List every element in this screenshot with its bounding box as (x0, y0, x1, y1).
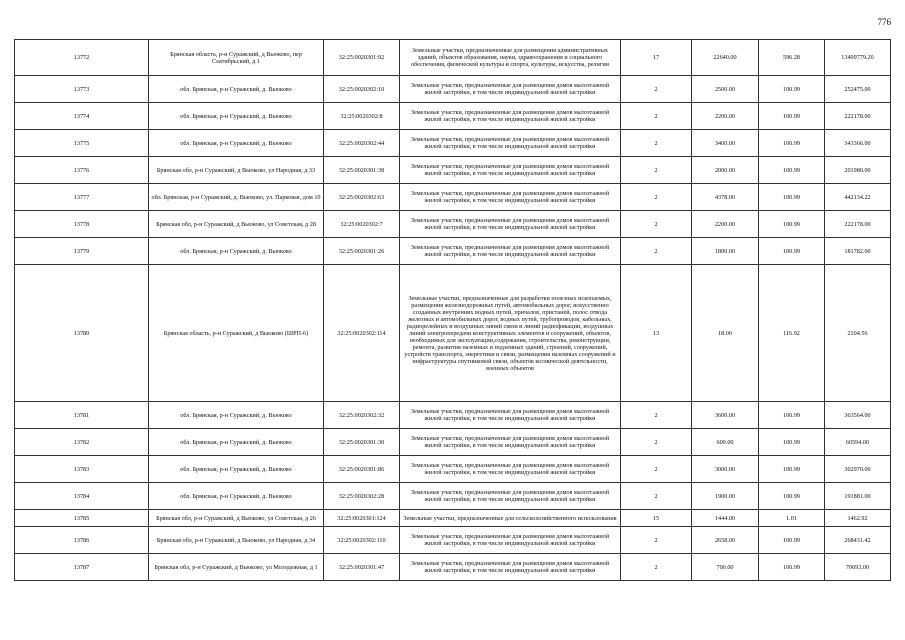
address-cell: обл. Брянская, р-н Суражский, д. Вьюково (149, 483, 324, 510)
specific-value-cell: 116.92 (759, 265, 825, 402)
address-cell: Брянская обл, р-н Суражский, д Вьюково, ул Советская, д 26 (149, 510, 324, 527)
specific-value-cell: 100.99 (759, 554, 825, 581)
group-code-cell: 2 (621, 184, 692, 211)
land-use-description-cell: Земельные участки, предназначенные для размещения домов малоэтажной жилой застройки, в том числе индивидуальной жилой застройки (400, 429, 621, 456)
specific-value-cell: 100.99 (759, 130, 825, 157)
row-id-cell: 13777 (15, 184, 149, 211)
land-use-description-cell: Земельные участки, предназначенные для размещения домов малоэтажной жилой застройки, в том числе индивидуальной жилой застройки (400, 184, 621, 211)
cadastral-value-cell: 343366.00 (825, 130, 891, 157)
group-code-cell: 2 (621, 157, 692, 184)
row-id-cell: 13774 (15, 103, 149, 130)
cadastral-value-table (14, 39, 891, 581)
address-cell: обл. Брянская, р-н Суражский, д. Вьюково (149, 456, 324, 483)
row-id-cell: 13783 (15, 456, 149, 483)
row-id-cell: 13786 (15, 527, 149, 554)
cadastral-number-cell: 32:25:0020302:7 (324, 211, 400, 238)
cadastral-number-cell: 32:25:0020301:47 (324, 554, 400, 581)
table-row (15, 483, 891, 510)
land-use-description-cell: Земельные участки, предназначенные для размещения домов малоэтажной жилой застройки, в том числе индивидуальной жилой застройки (400, 76, 621, 103)
area-cell: 4378.00 (692, 184, 759, 211)
cadastral-number-cell: 32:25:0020302:63 (324, 184, 400, 211)
specific-value-cell: 100.99 (759, 429, 825, 456)
area-cell: 2500.00 (692, 76, 759, 103)
cadastral-value-cell: 302970.00 (825, 456, 891, 483)
land-use-description-cell: Земельные участки, предназначенные для размещения домов малоэтажной жилой застройки, в том числе индивидуальной жилой застройки (400, 456, 621, 483)
table-row (15, 265, 891, 402)
table-row (15, 402, 891, 429)
specific-value-cell: 596.28 (759, 40, 825, 76)
cadastral-value-cell: 252475.00 (825, 76, 891, 103)
group-code-cell: 13 (621, 265, 692, 402)
area-cell: 2000.00 (692, 157, 759, 184)
specific-value-cell: 100.99 (759, 483, 825, 510)
group-code-cell: 2 (621, 527, 692, 554)
area-cell: 3600.00 (692, 402, 759, 429)
cadastral-value-cell: 442134.22 (825, 184, 891, 211)
specific-value-cell: 100.99 (759, 238, 825, 265)
specific-value-cell: 100.99 (759, 456, 825, 483)
table-row (15, 510, 891, 527)
area-cell: 22640.00 (692, 40, 759, 76)
row-id-cell: 13784 (15, 483, 149, 510)
land-use-description-cell: Земельные участки, предназначенные для размещения домов малоэтажной жилой застройки, в том числе индивидуальной жилой застройки (400, 211, 621, 238)
group-code-cell: 2 (621, 130, 692, 157)
land-use-description-cell: Земельные участки, предназначенные для размещения домов малоэтажной жилой застройки, в том числе индивидуальной жилой застройки (400, 554, 621, 581)
area-cell: 1900.00 (692, 483, 759, 510)
table-row (15, 527, 891, 554)
area-cell: 700.00 (692, 554, 759, 581)
row-id-cell: 13778 (15, 211, 149, 238)
table-row (15, 238, 891, 265)
land-use-description-cell: Земельные участки, предназначенные для размещения домов малоэтажной жилой застройки, в том числе индивидуальной жилой застройки (400, 238, 621, 265)
address-cell: Брянская область, р-н Суражский, д Вьюково (ШРП-6) (149, 265, 324, 402)
row-id-cell: 13773 (15, 76, 149, 103)
group-code-cell: 2 (621, 429, 692, 456)
land-use-description-cell: Земельные участки, предназначенные для размещения домов малоэтажной жилой застройки, в том числе индивидуальной жилой застройки (400, 130, 621, 157)
table-body (15, 40, 891, 581)
cadastral-value-cell: 181782.00 (825, 238, 891, 265)
cadastral-number-cell: 32:25:0020301:124 (324, 510, 400, 527)
land-use-description-cell: Земельные участки, предназначенные для размещения домов малоэтажной жилой застройки, в том числе индивидуальной жилой застройки (400, 103, 621, 130)
cadastral-value-cell: 2104.56 (825, 265, 891, 402)
cadastral-number-cell: 32:25:0020301:92 (324, 40, 400, 76)
row-id-cell: 13775 (15, 130, 149, 157)
address-cell: обл. Брянская, р-н Суражский, д. Вьюково (149, 238, 324, 265)
cadastral-number-cell: 32:25:0020301:26 (324, 238, 400, 265)
cadastral-value-cell: 363564.00 (825, 402, 891, 429)
row-id-cell: 13776 (15, 157, 149, 184)
address-cell: обл. Брянская, р-н Суражский, д. Вьюково (149, 76, 324, 103)
cadastral-number-cell: 32:25:0020302:10 (324, 76, 400, 103)
address-cell: обл. Брянская, р-н Суражский, д. Вьюково (149, 429, 324, 456)
table-row (15, 130, 891, 157)
specific-value-cell: 100.99 (759, 76, 825, 103)
group-code-cell: 2 (621, 554, 692, 581)
group-code-cell: 2 (621, 483, 692, 510)
row-id-cell: 13787 (15, 554, 149, 581)
group-code-cell: 17 (621, 40, 692, 76)
address-cell: Брянская область, р-н Суражский, д Вьюково, пер Сеатибрьский, д 1 (149, 40, 324, 76)
cadastral-number-cell: 32:25:0020302:32 (324, 402, 400, 429)
cadastral-value-cell: 222178.00 (825, 211, 891, 238)
group-code-cell: 2 (621, 76, 692, 103)
cadastral-number-cell: 32:25:0020301:38 (324, 157, 400, 184)
cadastral-number-cell: 32:25:0020301:86 (324, 456, 400, 483)
area-cell: 3400.00 (692, 130, 759, 157)
row-id-cell: 13779 (15, 238, 149, 265)
address-cell: Брянская обл, р-н Суражский, д Вьюково, ул Народная, д 33 (149, 157, 324, 184)
row-id-cell: 13780 (15, 265, 149, 402)
specific-value-cell: 100.99 (759, 184, 825, 211)
address-cell: Брянская обл, р-н Суражский, д Вьюково, ул Молодежная, д 1 (149, 554, 324, 581)
area-cell: 2200.00 (692, 211, 759, 238)
address-cell: обл. Брянская, р-н Суражский, д. Вьюково, ул. Парковая, дом 10 (149, 184, 324, 211)
group-code-cell: 2 (621, 402, 692, 429)
row-id-cell: 13785 (15, 510, 149, 527)
land-use-description-cell: Земельные участки, предназначенные для размещения домов малоэтажной жилой застройки, в том числе индивидуальной жилой застройки (400, 483, 621, 510)
cadastral-value-cell: 13499779.20 (825, 40, 891, 76)
specific-value-cell: 100.99 (759, 402, 825, 429)
cadastral-value-cell: 60594.00 (825, 429, 891, 456)
cadastral-number-cell: 32:25:0020302:8 (324, 103, 400, 130)
cadastral-value-cell: 222178.00 (825, 103, 891, 130)
area-cell: 600.00 (692, 429, 759, 456)
table-row (15, 103, 891, 130)
specific-value-cell: 100.99 (759, 211, 825, 238)
group-code-cell: 2 (621, 238, 692, 265)
cadastral-value-cell: 1462.92 (825, 510, 891, 527)
land-use-description-cell: Земельные участки, предназначенные для размещения домов малоэтажной жилой застройки, в том числе индивидуальной жилой застройки (400, 402, 621, 429)
group-code-cell: 2 (621, 211, 692, 238)
table-row (15, 157, 891, 184)
specific-value-cell: 100.99 (759, 103, 825, 130)
table-row (15, 40, 891, 76)
area-cell: 18.00 (692, 265, 759, 402)
cadastral-value-cell: 201980.00 (825, 157, 891, 184)
specific-value-cell: 1.01 (759, 510, 825, 527)
area-cell: 3000.00 (692, 456, 759, 483)
cadastral-number-cell: 32:25:0020301:30 (324, 429, 400, 456)
cadastral-value-cell: 268431.42 (825, 527, 891, 554)
row-id-cell: 13781 (15, 402, 149, 429)
page-number: 776 (877, 17, 891, 27)
row-id-cell: 13782 (15, 429, 149, 456)
address-cell: обл. Брянская, р-н Суражский, д. Вьюково (149, 130, 324, 157)
area-cell: 1444.00 (692, 510, 759, 527)
land-use-description-cell: Земельные участки, предназначенные для размещения домов малоэтажной жилой застройки, в том числе индивидуальной жилой застройки (400, 157, 621, 184)
table-row (15, 554, 891, 581)
table-row (15, 429, 891, 456)
cadastral-number-cell: 32:25:0020302:110 (324, 527, 400, 554)
land-use-description-cell: Земельные участки, предназначенные для сельскохозяйственного использования (400, 510, 621, 527)
table-row (15, 456, 891, 483)
group-code-cell: 2 (621, 456, 692, 483)
address-cell: обл. Брянская, р-н Суражский, д. Вьюково (149, 402, 324, 429)
specific-value-cell: 100.99 (759, 157, 825, 184)
cadastral-number-cell: 32:25:0020302:44 (324, 130, 400, 157)
area-cell: 2658.00 (692, 527, 759, 554)
area-cell: 2200.00 (692, 103, 759, 130)
cadastral-value-cell: 191881.00 (825, 483, 891, 510)
table-row (15, 76, 891, 103)
cadastral-value-cell: 70693.00 (825, 554, 891, 581)
address-cell: Брянская обл, р-н Суражский, д Вьюково, ул Народная, д 34 (149, 527, 324, 554)
table-row (15, 211, 891, 238)
area-cell: 1800.00 (692, 238, 759, 265)
address-cell: Брянская обл, р-н Суражский, д Вьюково, ул Советская, д 28 (149, 211, 324, 238)
group-code-cell: 2 (621, 103, 692, 130)
table-row (15, 184, 891, 211)
land-use-description-cell: Земельные участки, предназначенные для размещения домов малоэтажной жилой застройки, в том числе индивидуальной жилой застройки (400, 527, 621, 554)
row-id-cell: 13772 (15, 40, 149, 76)
land-use-description-cell: Земельные участки, предназначенные для размещения административных зданий, объектов образования, науки, здравоохранения и социального обеспечения, физической культуры и спорта, культуры, искусства, религии (400, 40, 621, 76)
specific-value-cell: 100.99 (759, 527, 825, 554)
group-code-cell: 15 (621, 510, 692, 527)
address-cell: обл. Брянская, р-н Суражский, д. Вьюково (149, 103, 324, 130)
cadastral-number-cell: 32:25:0020302:28 (324, 483, 400, 510)
land-use-description-cell: Земельные участки, предназначенные для разработки полезных ископаемых, размещения железнодорожных путей, автомобильных дорог, искусственно созданных внутренних водных путей, причалов, пристаней, полос отвода железных и автомобильных дорог, водных путей, трубопроводов, кабельных, радиорелейных и воздушных линий связи и линий радиофикации, воздушных линий электропередачи конструктивных элементов и сооружений, объектов, необходимых для эксплуатации,содержания, строительства, реконструкции, ремонта, развития наземных и подземных зданий, строений, сооружений, устройств транспорта, энергетики и связи, размещения наземных сооружений и инфраструктуры спутниковой связи, объектов космической деятельности, военных объектов (400, 265, 621, 402)
cadastral-number-cell: 32:25:0020302:114 (324, 265, 400, 402)
